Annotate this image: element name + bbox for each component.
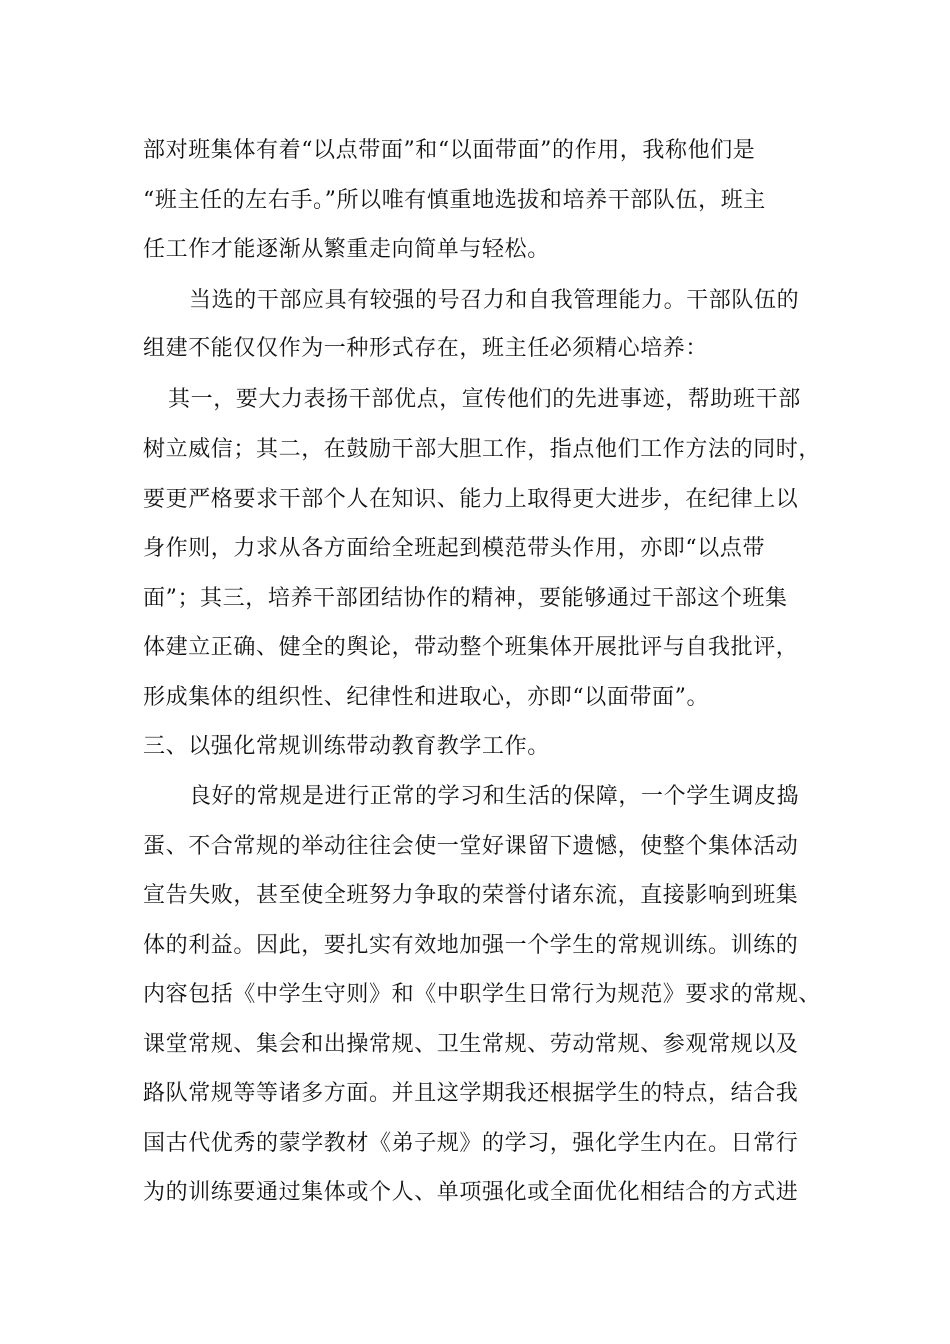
- text-line: 为的训练要通过集体或个人、单项强化或全面优化相结合的方式进: [143, 1180, 799, 1205]
- text-line: 树立威信；其二，在鼓励干部大胆工作，指点他们工作方法的同时，: [143, 437, 822, 462]
- text-line: 部对班集体有着“以点带面”和“以面带面”的作用，我称他们是: [143, 138, 756, 163]
- text-line: 组建不能仅仅作为一种形式存在，班主任必须精心培养：: [143, 336, 709, 361]
- text-line: 任工作才能逐渐从繁重走向简单与轻松。: [143, 237, 550, 262]
- text-line: 路队常规等等诸多方面。并且这学期我还根据学生的特点，结合我: [143, 1081, 799, 1106]
- text-line: 体的利益。因此，要扎实有效地加强一个学生的常规训练。训练的: [143, 933, 799, 958]
- text-line: 宣告失败，甚至使全班努力争取的荣誉付诸东流，直接影响到班集: [143, 883, 799, 908]
- text-line: 内容包括《中学生守则》和《中职学生日常行为规范》要求的常规、: [143, 982, 822, 1007]
- text-line: 其一，要大力表扬干部优点，宣传他们的先进事迹，帮助班干部: [168, 387, 801, 412]
- text-line: 课堂常规、集会和出操常规、卫生常规、劳动常规、参观常规以及: [143, 1032, 799, 1057]
- text-line: 身作则，力求从各方面给全班起到模范带头作用，亦即“以点带: [143, 536, 766, 561]
- text-line: 国古代优秀的蒙学教材《弟子规》的学习，强化学生内在。日常行: [143, 1131, 799, 1156]
- text-line: 形成集体的组织性、纪律性和进取心，亦即“以面带面”。: [143, 685, 710, 710]
- text-line: 当选的干部应具有较强的号召力和自我管理能力。干部队伍的: [189, 288, 800, 313]
- text-line: 面”；其三，培养干部团结协作的精神，要能够通过干部这个班集: [143, 586, 788, 611]
- text-line: 蛋、不合常规的举动往往会使一堂好课留下遗憾，使整个集体活动: [143, 834, 799, 859]
- section-heading: 三、以强化常规训练带动教育教学工作。: [143, 734, 550, 759]
- text-line: “班主任的左右手。”所以唯有慎重地选拔和培养干部队伍，班主: [143, 188, 766, 213]
- text-line: 体建立正确、健全的舆论，带动整个班集体开展批评与自我批评，: [143, 635, 799, 660]
- text-line: 良好的常规是进行正常的学习和生活的保障，一个学生调皮捣: [189, 784, 800, 809]
- text-line: 要更严格要求干部个人在知识、能力上取得更大进步，在纪律上以: [143, 487, 799, 512]
